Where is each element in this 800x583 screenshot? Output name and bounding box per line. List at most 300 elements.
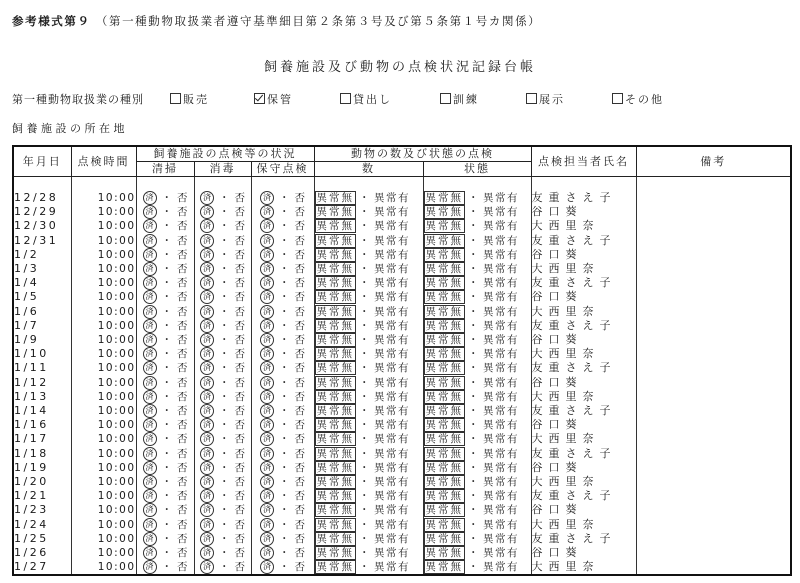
condition-cell[interactable]: 異常無 ・ 異常有 [423, 347, 531, 361]
date-cell: 1/11 [13, 361, 71, 375]
circled-done-icon: 済 [143, 432, 157, 446]
condition-cell[interactable]: 異常無 ・ 異常有 [423, 475, 531, 489]
boxed-normal-mark: 異常無 [316, 291, 354, 304]
disinfection-cell[interactable]: 済 ・ 否 [194, 191, 251, 205]
circled-done-icon: 済 [143, 418, 157, 432]
disinfection-cell[interactable]: 済 ・ 否 [194, 276, 251, 290]
circled-done-icon: 済 [260, 475, 274, 489]
disinfection-cell[interactable]: 済 ・ 否 [194, 234, 251, 248]
circled-done-icon: 済 [143, 219, 157, 233]
inspector-cell: 友重さえ子 [531, 191, 636, 205]
cleaning-cell[interactable]: 済 ・ 否 [136, 390, 194, 404]
header-animal-group: 動物の数及び状態の点検 [314, 146, 531, 162]
count-cell[interactable]: 異常無 ・ 異常有 [314, 518, 423, 532]
remarks-cell[interactable] [636, 503, 791, 517]
time-cell: 10:00 [71, 447, 136, 461]
date-cell: 1/12 [13, 376, 71, 390]
maintenance-cell[interactable]: 済 ・ 否 [251, 262, 314, 276]
header-disinfection: 消毒 [194, 162, 251, 177]
remarks-cell[interactable] [636, 432, 791, 446]
disinfection-cell[interactable]: 済 ・ 否 [194, 432, 251, 446]
date-cell: 1/26 [13, 546, 71, 560]
circled-done-icon: 済 [200, 191, 214, 205]
maintenance-cell[interactable]: 済 ・ 否 [251, 347, 314, 361]
boxed-normal-mark: 異常無 [316, 390, 354, 403]
disinfection-cell[interactable]: 済 ・ 否 [194, 290, 251, 304]
maintenance-cell[interactable]: 済 ・ 否 [251, 234, 314, 248]
inspector-cell: 友重さえ子 [531, 489, 636, 503]
boxed-normal-mark: 異常無 [425, 305, 463, 318]
maintenance-cell[interactable]: 済 ・ 否 [251, 532, 314, 546]
circled-done-icon: 済 [260, 461, 274, 475]
time-cell: 10:00 [71, 404, 136, 418]
table-row [13, 319, 791, 333]
condition-cell[interactable]: 異常無 ・ 異常有 [423, 390, 531, 404]
inspector-cell: 谷口葵 [531, 418, 636, 432]
date-cell: 1/4 [13, 276, 71, 290]
maintenance-cell[interactable]: 済 ・ 否 [251, 418, 314, 432]
count-cell[interactable]: 異常無 ・ 異常有 [314, 560, 423, 575]
cleaning-cell[interactable]: 済 ・ 否 [136, 404, 194, 418]
inspector-cell: 大西里奈 [531, 347, 636, 361]
circled-done-icon: 済 [260, 432, 274, 446]
cleaning-cell[interactable]: 済 ・ 否 [136, 219, 194, 233]
remarks-cell[interactable] [636, 532, 791, 546]
date-cell: 1/20 [13, 475, 71, 489]
date-cell: 1/24 [13, 518, 71, 532]
disinfection-cell[interactable]: 済 ・ 否 [194, 248, 251, 262]
condition-cell[interactable]: 異常無 ・ 異常有 [423, 219, 531, 233]
remarks-cell[interactable] [636, 347, 791, 361]
circled-done-icon: 済 [143, 390, 157, 404]
boxed-normal-mark: 異常無 [316, 447, 354, 460]
boxed-normal-mark: 異常無 [316, 433, 354, 446]
disinfection-cell[interactable]: 済 ・ 否 [194, 532, 251, 546]
cleaning-cell[interactable]: 済 ・ 否 [136, 234, 194, 248]
business-type-row [12, 91, 792, 105]
table-row [13, 191, 791, 205]
cleaning-cell[interactable]: 済 ・ 否 [136, 475, 194, 489]
circled-done-icon: 済 [143, 347, 157, 361]
count-cell[interactable]: 異常無 ・ 異常有 [314, 276, 423, 290]
count-cell[interactable]: 異常無 ・ 異常有 [314, 489, 423, 503]
count-cell[interactable]: 異常無 ・ 異常有 [314, 234, 423, 248]
maintenance-cell[interactable]: 済 ・ 否 [251, 432, 314, 446]
cleaning-cell[interactable]: 済 ・ 否 [136, 319, 194, 333]
time-cell: 10:00 [71, 305, 136, 319]
cleaning-cell[interactable]: 済 ・ 否 [136, 205, 194, 219]
date-cell: 1/7 [13, 319, 71, 333]
remarks-cell[interactable] [636, 489, 791, 503]
cleaning-cell[interactable]: 済 ・ 否 [136, 305, 194, 319]
condition-cell[interactable]: 異常無 ・ 異常有 [423, 461, 531, 475]
boxed-normal-mark: 異常無 [316, 476, 354, 489]
time-cell: 10:00 [71, 518, 136, 532]
remarks-cell[interactable] [636, 305, 791, 319]
cleaning-cell[interactable]: 済 ・ 否 [136, 276, 194, 290]
maintenance-cell[interactable]: 済 ・ 否 [251, 475, 314, 489]
disinfection-cell[interactable]: 済 ・ 否 [194, 205, 251, 219]
option-sales[interactable]: 販売 [170, 91, 209, 107]
boxed-normal-mark: 異常無 [425, 319, 463, 332]
table-row [13, 418, 791, 432]
condition-cell[interactable]: 異常無 ・ 異常有 [423, 361, 531, 375]
condition-cell[interactable]: 異常無 ・ 異常有 [423, 447, 531, 461]
spacer-row [13, 177, 791, 192]
date-cell: 1/5 [13, 290, 71, 304]
condition-cell[interactable]: 異常無 ・ 異常有 [423, 503, 531, 517]
checkbox-icon[interactable] [526, 93, 537, 104]
cleaning-cell[interactable]: 済 ・ 否 [136, 290, 194, 304]
remarks-cell[interactable] [636, 361, 791, 375]
disinfection-cell[interactable]: 済 ・ 否 [194, 319, 251, 333]
header-time: 点検時間 [71, 146, 136, 177]
cleaning-cell[interactable]: 済 ・ 否 [136, 333, 194, 347]
circled-done-icon: 済 [200, 276, 214, 290]
table-row [13, 447, 791, 461]
inspector-cell: 友重さえ子 [531, 404, 636, 418]
maintenance-cell[interactable]: 済 ・ 否 [251, 376, 314, 390]
header-maintenance: 保守点検 [251, 162, 314, 177]
cleaning-cell[interactable]: 済 ・ 否 [136, 518, 194, 532]
time-cell: 10:00 [71, 560, 136, 575]
count-cell[interactable]: 異常無 ・ 異常有 [314, 290, 423, 304]
checked-checkbox-icon[interactable] [254, 93, 265, 104]
cleaning-cell[interactable]: 済 ・ 否 [136, 447, 194, 461]
condition-cell[interactable]: 異常無 ・ 異常有 [423, 205, 531, 219]
disinfection-cell[interactable]: 済 ・ 否 [194, 262, 251, 276]
date-cell: 1/23 [13, 503, 71, 517]
maintenance-cell[interactable]: 済 ・ 否 [251, 191, 314, 205]
date-cell: 1/13 [13, 390, 71, 404]
header-condition: 状態 [423, 162, 531, 177]
condition-cell[interactable]: 異常無 ・ 異常有 [423, 191, 531, 205]
inspector-cell: 大西里奈 [531, 475, 636, 489]
circled-done-icon: 済 [200, 248, 214, 262]
date-cell: 12/31 [13, 234, 71, 248]
boxed-normal-mark: 異常無 [425, 461, 463, 474]
time-cell: 10:00 [71, 461, 136, 475]
circled-done-icon: 済 [200, 205, 214, 219]
boxed-normal-mark: 異常無 [316, 263, 354, 276]
circled-done-icon: 済 [143, 234, 157, 248]
remarks-cell[interactable] [636, 418, 791, 432]
circled-done-icon: 済 [260, 404, 274, 418]
table-row [13, 404, 791, 418]
cleaning-cell[interactable]: 済 ・ 否 [136, 532, 194, 546]
cleaning-cell[interactable]: 済 ・ 否 [136, 262, 194, 276]
circled-done-icon: 済 [200, 461, 214, 475]
count-cell[interactable]: 異常無 ・ 異常有 [314, 305, 423, 319]
boxed-normal-mark: 異常無 [425, 248, 463, 261]
maintenance-cell[interactable]: 済 ・ 否 [251, 390, 314, 404]
cleaning-cell[interactable]: 済 ・ 否 [136, 376, 194, 390]
remarks-cell[interactable] [636, 475, 791, 489]
option-other[interactable]: その他 [612, 91, 664, 107]
boxed-normal-mark: 異常無 [316, 248, 354, 261]
inspector-cell: 大西里奈 [531, 262, 636, 276]
count-cell[interactable]: 異常無 ・ 異常有 [314, 333, 423, 347]
ledger-body [13, 177, 791, 576]
count-cell[interactable]: 異常無 ・ 異常有 [314, 262, 423, 276]
cleaning-cell[interactable]: 済 ・ 否 [136, 248, 194, 262]
option-training[interactable]: 訓練 [440, 91, 479, 107]
condition-cell[interactable]: 異常無 ・ 異常有 [423, 319, 531, 333]
date-cell: 12/28 [13, 191, 71, 205]
boxed-normal-mark: 異常無 [425, 206, 463, 219]
disinfection-cell[interactable]: 済 ・ 否 [194, 376, 251, 390]
condition-cell[interactable]: 異常無 ・ 異常有 [423, 489, 531, 503]
time-cell: 10:00 [71, 418, 136, 432]
date-cell: 1/9 [13, 333, 71, 347]
count-cell[interactable]: 異常無 ・ 異常有 [314, 347, 423, 361]
count-cell[interactable]: 異常無 ・ 異常有 [314, 461, 423, 475]
circled-done-icon: 済 [260, 319, 274, 333]
cleaning-cell[interactable]: 済 ・ 否 [136, 432, 194, 446]
remarks-cell[interactable] [636, 376, 791, 390]
maintenance-cell[interactable]: 済 ・ 否 [251, 290, 314, 304]
remarks-cell[interactable] [636, 234, 791, 248]
boxed-normal-mark: 異常無 [316, 192, 354, 204]
condition-cell[interactable]: 異常無 ・ 異常有 [423, 290, 531, 304]
table-row [13, 290, 791, 304]
remarks-cell[interactable] [636, 191, 791, 205]
disinfection-cell[interactable]: 済 ・ 否 [194, 503, 251, 517]
condition-cell[interactable]: 異常無 ・ 異常有 [423, 234, 531, 248]
circled-done-icon: 済 [260, 560, 274, 574]
count-cell[interactable]: 異常無 ・ 異常有 [314, 376, 423, 390]
condition-cell[interactable]: 異常無 ・ 異常有 [423, 376, 531, 390]
boxed-normal-mark: 異常無 [316, 362, 354, 375]
boxed-normal-mark: 異常無 [316, 419, 354, 432]
disinfection-cell[interactable]: 済 ・ 否 [194, 560, 251, 575]
condition-cell[interactable]: 異常無 ・ 異常有 [423, 262, 531, 276]
circled-done-icon: 済 [260, 333, 274, 347]
boxed-normal-mark: 異常無 [425, 405, 463, 418]
circled-done-icon: 済 [200, 262, 214, 276]
condition-cell[interactable]: 異常無 ・ 異常有 [423, 532, 531, 546]
condition-cell[interactable]: 異常無 ・ 異常有 [423, 432, 531, 446]
disinfection-cell[interactable]: 済 ・ 否 [194, 404, 251, 418]
cleaning-cell[interactable]: 済 ・ 否 [136, 461, 194, 475]
count-cell[interactable]: 異常無 ・ 異常有 [314, 361, 423, 375]
maintenance-cell[interactable]: 済 ・ 否 [251, 404, 314, 418]
circled-done-icon: 済 [143, 532, 157, 546]
maintenance-cell[interactable]: 済 ・ 否 [251, 560, 314, 575]
cleaning-cell[interactable]: 済 ・ 否 [136, 191, 194, 205]
condition-cell[interactable]: 異常無 ・ 異常有 [423, 305, 531, 319]
count-cell[interactable]: 異常無 ・ 異常有 [314, 432, 423, 446]
disinfection-cell[interactable]: 済 ・ 否 [194, 333, 251, 347]
circled-done-icon: 済 [260, 191, 274, 205]
time-cell: 10:00 [71, 333, 136, 347]
boxed-normal-mark: 異常無 [425, 476, 463, 489]
date-cell: 1/21 [13, 489, 71, 503]
disinfection-cell[interactable]: 済 ・ 否 [194, 390, 251, 404]
boxed-normal-mark: 異常無 [316, 532, 354, 545]
circled-done-icon: 済 [260, 290, 274, 304]
cleaning-cell[interactable]: 済 ・ 否 [136, 361, 194, 375]
option-storage[interactable]: 保管 [254, 91, 293, 107]
remarks-cell[interactable] [636, 404, 791, 418]
condition-cell[interactable]: 異常無 ・ 異常有 [423, 333, 531, 347]
remarks-cell[interactable] [636, 248, 791, 262]
maintenance-cell[interactable]: 済 ・ 否 [251, 518, 314, 532]
circled-done-icon: 済 [260, 361, 274, 375]
inspector-cell: 大西里奈 [531, 432, 636, 446]
maintenance-cell[interactable]: 済 ・ 否 [251, 205, 314, 219]
boxed-normal-mark: 異常無 [425, 390, 463, 403]
cleaning-cell[interactable]: 済 ・ 否 [136, 546, 194, 560]
circled-done-icon: 済 [143, 262, 157, 276]
checkbox-icon[interactable] [340, 93, 351, 104]
condition-cell[interactable]: 異常無 ・ 異常有 [423, 546, 531, 560]
time-cell: 10:00 [71, 234, 136, 248]
table-row [13, 376, 791, 390]
count-cell[interactable]: 異常無 ・ 異常有 [314, 418, 423, 432]
count-cell[interactable]: 異常無 ・ 異常有 [314, 219, 423, 233]
boxed-normal-mark: 異常無 [425, 362, 463, 375]
cleaning-cell[interactable]: 済 ・ 否 [136, 503, 194, 517]
cleaning-cell[interactable]: 済 ・ 否 [136, 489, 194, 503]
count-cell[interactable]: 異常無 ・ 異常有 [314, 447, 423, 461]
boxed-normal-mark: 異常無 [425, 334, 463, 347]
disinfection-cell[interactable]: 済 ・ 否 [194, 347, 251, 361]
count-cell[interactable]: 異常無 ・ 異常有 [314, 390, 423, 404]
disinfection-cell[interactable]: 済 ・ 否 [194, 461, 251, 475]
time-cell: 10:00 [71, 319, 136, 333]
circled-done-icon: 済 [260, 219, 274, 233]
maintenance-cell[interactable]: 済 ・ 否 [251, 248, 314, 262]
maintenance-cell[interactable]: 済 ・ 否 [251, 503, 314, 517]
boxed-normal-mark: 異常無 [425, 518, 463, 531]
circled-done-icon: 済 [143, 276, 157, 290]
count-cell[interactable]: 異常無 ・ 異常有 [314, 191, 423, 205]
maintenance-cell[interactable]: 済 ・ 否 [251, 333, 314, 347]
circled-done-icon: 済 [260, 489, 274, 503]
boxed-normal-mark: 異常無 [316, 490, 354, 503]
maintenance-cell[interactable]: 済 ・ 否 [251, 447, 314, 461]
circled-done-icon: 済 [200, 404, 214, 418]
condition-cell[interactable]: 異常無 ・ 異常有 [423, 418, 531, 432]
remarks-cell[interactable] [636, 262, 791, 276]
disinfection-cell[interactable]: 済 ・ 否 [194, 489, 251, 503]
count-cell[interactable]: 異常無 ・ 異常有 [314, 503, 423, 517]
table-row [13, 560, 791, 575]
date-cell: 1/27 [13, 560, 71, 575]
cleaning-cell[interactable]: 済 ・ 否 [136, 347, 194, 361]
boxed-normal-mark: 異常無 [425, 348, 463, 361]
boxed-normal-mark: 異常無 [316, 405, 354, 418]
remarks-cell[interactable] [636, 447, 791, 461]
date-cell: 1/3 [13, 262, 71, 276]
table-row [13, 546, 791, 560]
inspector-cell: 友重さえ子 [531, 276, 636, 290]
remarks-cell[interactable] [636, 333, 791, 347]
count-cell[interactable]: 異常無 ・ 異常有 [314, 205, 423, 219]
count-cell[interactable]: 異常無 ・ 異常有 [314, 248, 423, 262]
cleaning-cell[interactable]: 済 ・ 否 [136, 560, 194, 575]
maintenance-cell[interactable]: 済 ・ 否 [251, 319, 314, 333]
checkbox-icon[interactable] [170, 93, 181, 104]
inspector-cell: 大西里奈 [531, 390, 636, 404]
disinfection-cell[interactable]: 済 ・ 否 [194, 447, 251, 461]
maintenance-cell[interactable]: 済 ・ 否 [251, 461, 314, 475]
time-cell: 10:00 [71, 219, 136, 233]
header-date: 年月日 [13, 146, 71, 177]
condition-cell[interactable]: 異常無 ・ 異常有 [423, 248, 531, 262]
disinfection-cell[interactable]: 済 ・ 否 [194, 305, 251, 319]
option-exhibition[interactable]: 展示 [526, 91, 565, 107]
remarks-cell[interactable] [636, 546, 791, 560]
maintenance-cell[interactable]: 済 ・ 否 [251, 276, 314, 290]
disinfection-cell[interactable]: 済 ・ 否 [194, 361, 251, 375]
inspector-cell: 友重さえ子 [531, 532, 636, 546]
table-row [13, 347, 791, 361]
circled-done-icon: 済 [260, 305, 274, 319]
circled-done-icon: 済 [200, 376, 214, 390]
count-cell[interactable]: 異常無 ・ 異常有 [314, 532, 423, 546]
remarks-cell[interactable] [636, 560, 791, 575]
circled-done-icon: 済 [200, 347, 214, 361]
count-cell[interactable]: 異常無 ・ 異常有 [314, 546, 423, 560]
table-row [13, 248, 791, 262]
remarks-cell[interactable] [636, 319, 791, 333]
count-cell[interactable]: 異常無 ・ 異常有 [314, 319, 423, 333]
circled-done-icon: 済 [200, 290, 214, 304]
maintenance-cell[interactable]: 済 ・ 否 [251, 219, 314, 233]
circled-done-icon: 済 [200, 361, 214, 375]
disinfection-cell[interactable]: 済 ・ 否 [194, 546, 251, 560]
circled-done-icon: 済 [143, 404, 157, 418]
disinfection-cell[interactable]: 済 ・ 否 [194, 518, 251, 532]
count-cell[interactable]: 異常無 ・ 異常有 [314, 404, 423, 418]
circled-done-icon: 済 [143, 191, 157, 205]
maintenance-cell[interactable]: 済 ・ 否 [251, 489, 314, 503]
condition-cell[interactable]: 異常無 ・ 異常有 [423, 404, 531, 418]
condition-cell[interactable]: 異常無 ・ 異常有 [423, 518, 531, 532]
maintenance-cell[interactable]: 済 ・ 否 [251, 361, 314, 375]
table-row [13, 461, 791, 475]
inspector-cell: 谷口葵 [531, 333, 636, 347]
boxed-normal-mark: 異常無 [425, 433, 463, 446]
disinfection-cell[interactable]: 済 ・ 否 [194, 418, 251, 432]
condition-cell[interactable]: 異常無 ・ 異常有 [423, 276, 531, 290]
remarks-cell[interactable] [636, 461, 791, 475]
inspector-cell: 谷口葵 [531, 461, 636, 475]
remarks-cell[interactable] [636, 205, 791, 219]
time-cell: 10:00 [71, 290, 136, 304]
option-rental[interactable]: 貸出し [340, 91, 392, 107]
disinfection-cell[interactable]: 済 ・ 否 [194, 219, 251, 233]
boxed-normal-mark: 異常無 [425, 376, 463, 389]
remarks-cell[interactable] [636, 390, 791, 404]
maintenance-cell[interactable]: 済 ・ 否 [251, 546, 314, 560]
disinfection-cell[interactable]: 済 ・ 否 [194, 475, 251, 489]
maintenance-cell[interactable]: 済 ・ 否 [251, 305, 314, 319]
checkbox-icon[interactable] [440, 93, 451, 104]
remarks-cell[interactable] [636, 290, 791, 304]
remarks-cell[interactable] [636, 276, 791, 290]
circled-done-icon: 済 [200, 234, 214, 248]
remarks-cell[interactable] [636, 219, 791, 233]
circled-done-icon: 済 [260, 205, 274, 219]
condition-cell[interactable]: 異常無 ・ 異常有 [423, 560, 531, 575]
cleaning-cell[interactable]: 済 ・ 否 [136, 418, 194, 432]
count-cell[interactable]: 異常無 ・ 異常有 [314, 475, 423, 489]
checkbox-icon[interactable] [612, 93, 623, 104]
remarks-cell[interactable] [636, 518, 791, 532]
